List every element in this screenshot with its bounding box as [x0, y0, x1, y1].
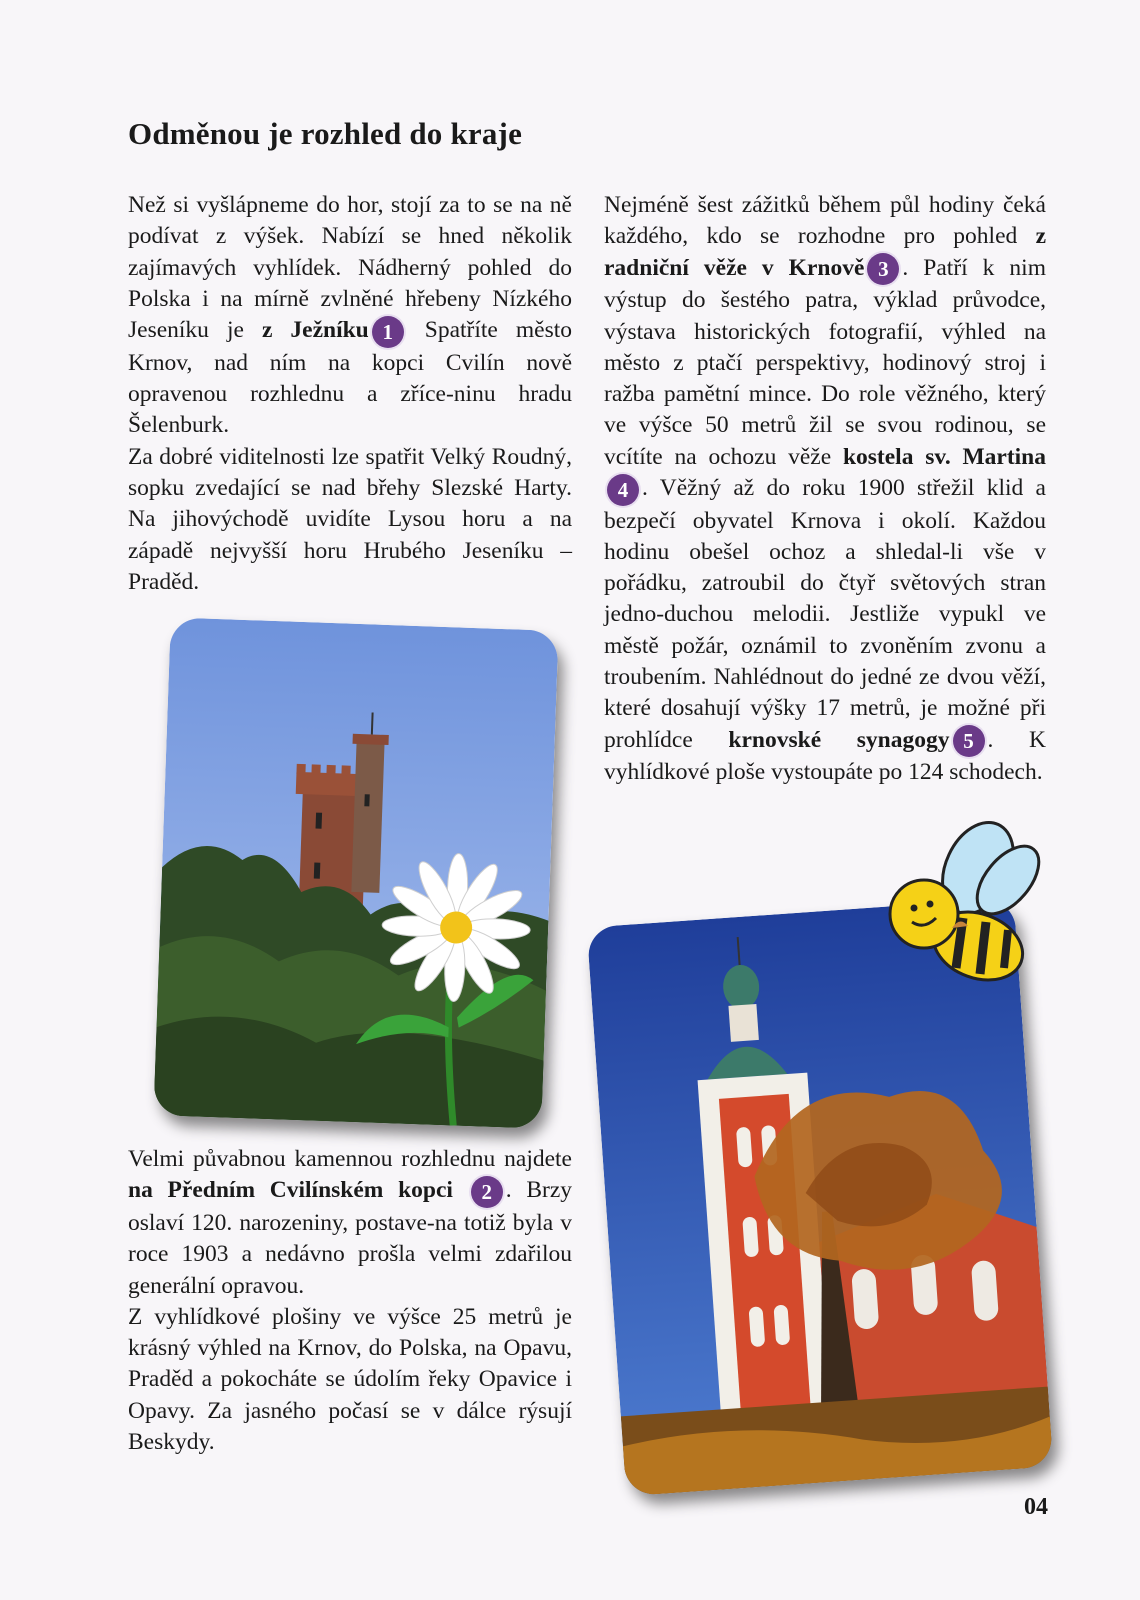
- paragraph-jeznik: Než si vyšlápneme do hor, stojí za to se na ně podívat z výšek. Nabízí se hned několik zajímavých vyhlídek. Nádherný pohled do Polska i na mírně zvlněné hřebeny Nízkého Jeseníku je z Ježníku 1 Spatříte město Krnov, nad ním na kopci Cvilín nově opravenou rozhlednu a zříce-ninu hradu Šelenburk.: [128, 192, 573, 439]
- place-jeznik: z Ježníku: [261, 317, 369, 344]
- left-column-bottom-text: [128, 1144, 572, 1458]
- bee-illustration: [868, 818, 1048, 998]
- paragraph-cvilin: Velmi půvabnou kamennou rozhlednu najdete na Předním Cvilínském kopci 2 . Brzy oslaví 120. narozeniny, postave-na totiž byla v roce 1903 a nedávno prošla velmi zdařilou generální opravou.: [128, 1146, 572, 1299]
- place-cvilin: na Předním Cvilínském kopci: [128, 1177, 453, 1204]
- badge-2: 2: [471, 1176, 503, 1208]
- paragraph-visibility: Za dobré viditelnosti lze spatřit Velký Roudný, sopku zvedající se nad břehy Slezské Harty. Na jihovýchodě uvidíte Lysou horu a na západě nejvyšší horu Hrubého Jeseníku – Praděd.: [128, 443, 572, 595]
- right-column-text: [604, 190, 1046, 789]
- place-synagoga: krnovské synagogy: [728, 726, 950, 753]
- badge-3: 3: [867, 253, 899, 285]
- page-number: 04: [1024, 1494, 1048, 1520]
- place-radnicni-vez: z radniční věže v Krnově: [604, 223, 1046, 281]
- badge-1: 1: [372, 316, 404, 348]
- page-title: Odměnou je rozhled do kraje: [128, 116, 523, 151]
- place-kostel-martina: kostela sv. Martina: [842, 443, 1047, 470]
- left-column-top-text: [128, 190, 572, 598]
- paragraph-tower-krnov: Nejméně šest zážitků během půl hodiny čeká každého, kdo se rozhodne pro pohled z radniční věže v Krnově 3 . Patří k nim výstup do šestého patra, výklad průvodce, výstava historických fotografií, výhled na město z ptačí perspektivy, hodinový stroj i ražba pamětní mince. Do role věžného, který ve výšce 50 metrů žil se svou rodinou, se vcítíte na ochozu věže kostela sv. Martina4 . Věžný až do roku 1900 střežil klid a bezpečí obyvatel Krnova i okolí. Každou hodinu obešel ochoz a shledal-li vše v pořádku, zatroubil do čtyř světových stran jedno-duchou melodii. Jestliže vypukl ve městě požár, oznámil to zvoněním zvonu a troubením. Nahlédnout do jedné ze dvou věží, které dosahují výšky 17 metrů, je možné při prohlídce krnovské synagogy 5 . K vyhlídkové ploše vystoupáte po 124 schodech.: [604, 192, 1047, 786]
- badge-4: 4: [607, 474, 639, 506]
- paragraph-view-platform: Z vyhlídkové plošiny ve výšce 25 metrů je krásný výhled na Krnov, do Polska, na Opavu, Praděd a pokocháte se údolím řeky Opavice i Opavy. Za jasného počasí se v dálce rýsují Beskydy.: [128, 1303, 572, 1455]
- tower-photo: [153, 617, 558, 1128]
- badge-5: 5: [953, 725, 985, 757]
